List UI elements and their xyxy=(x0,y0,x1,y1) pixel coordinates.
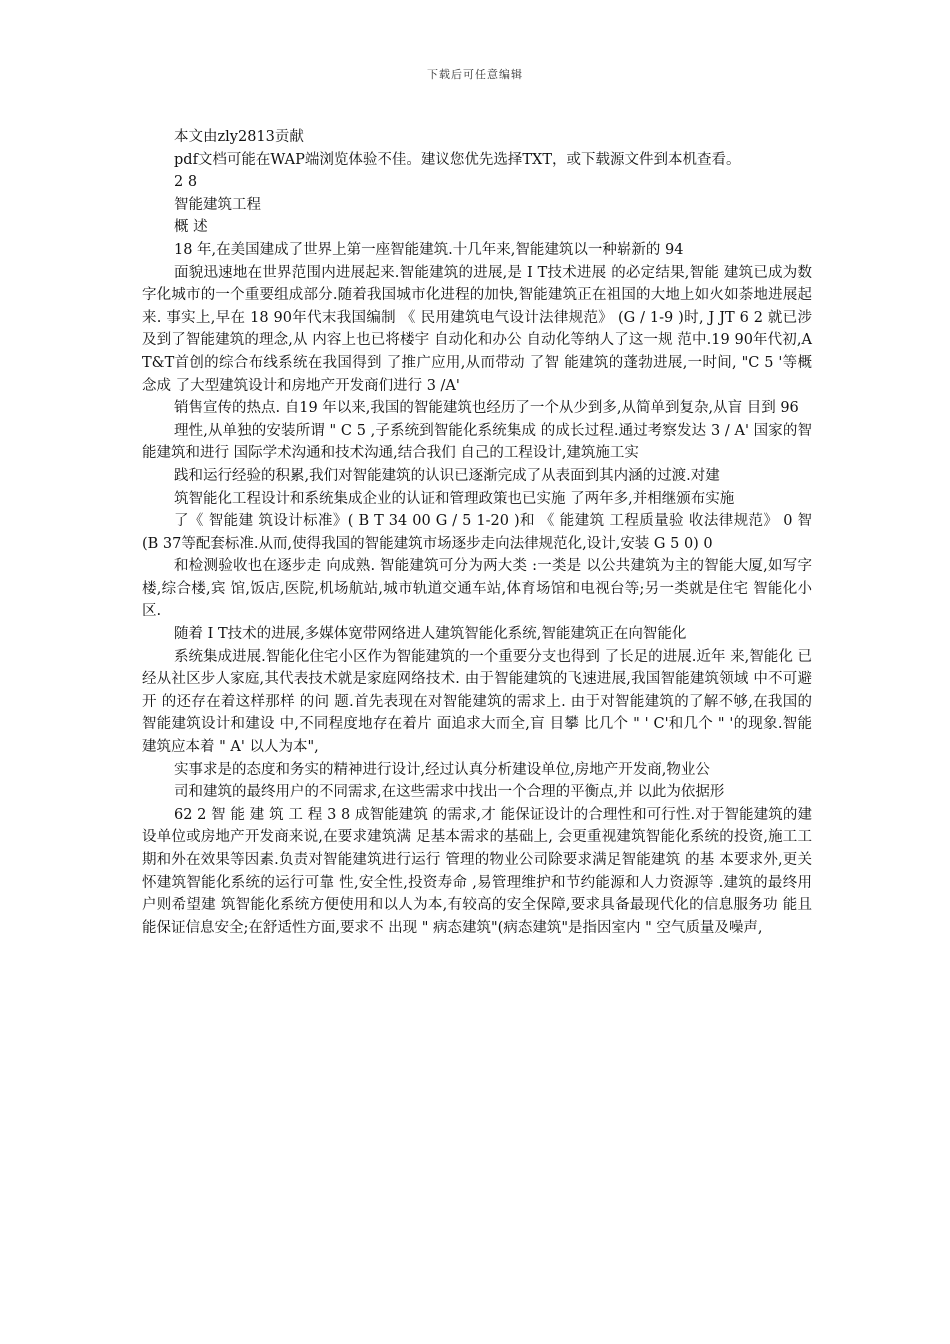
body-paragraph: 践和运行经验的积累,我们对智能建筑的认识已逐渐完成了从表面到其内涵的过渡.对建 xyxy=(174,467,720,484)
page-header: 下载后可任意编辑 xyxy=(427,68,523,81)
body-paragraph: 随着 I T技术的进展,多媒体宽带网络进人建筑智能化系统,智能建筑正在向智能化 xyxy=(174,626,687,643)
body-paragraph: 司和建筑的最终用户的不同需求,在这些需求中找出一个合理的平衡点,并 以此为依据形 xyxy=(174,784,725,801)
contributor-line: 本文由zly2813贡献 xyxy=(174,129,304,145)
pdf-notice: pdf文档可能在WAP端浏览体验不佳。建议您优先选择TXT，或下载源文件到本机查看。 xyxy=(174,151,741,168)
document-body xyxy=(142,126,812,939)
body-paragraph: 筑智能化工程设计和系统集成企业的认证和管理政策也已实施 了两年多,并相继颁布实施 xyxy=(174,490,735,507)
body-paragraph: 和检测验收也在逐步走 向成熟. 智能建筑可分为两大类 :一类是 以公共建筑为主的智能大厦,如写字楼,综合楼,宾 馆,饭店,医院,机场航站,城市轨道交通车站,体育场馆和电视台等;另一类就是住宅 智能化小区. xyxy=(142,558,812,620)
body-paragraph: 了《 智能建 筑设计标准》( B T 34 00 G / 5 1-20 )和 《 能建筑 工程质量验 收法律规范》 0 智 (B 37等配套标准.从而,使得我国的智能建筑市场逐步走向法律规范化,设计,安装 G 5 0) 0 xyxy=(142,513,812,552)
page-number-line: 2 8 xyxy=(174,174,198,191)
body-paragraph: 实事求是的态度和务实的精神进行设计,经过认真分析建设单位,房地产开发商,物业公 xyxy=(174,761,710,778)
body-paragraph: 销售宣传的热点. 自19 年以来,我国的智能建筑也经历了一个从少到多,从简单到复杂,从盲 目到 96 xyxy=(174,400,799,417)
body-paragraph: 面貌迅速地在世界范围内进展起来.智能建筑的进展,是 I T技术进展 的必定结果,智能 建筑已成为数字化城市的一个重要组成部分.随着我国城市化进程的加快,智能建筑正在祖国的大地上如火如荼地进展起来. 事实上,早在 18 90年代末我国编制 《 民用建筑电气设计法律规范》 (G / 1-9 )时, J JT 6 2 就已涉及到了智能建筑的理念,从 内容上也已将楼宇 自动化和办公 自动化等纳人了这一规 范中.19 90年代初,A T&T首创的综合布线系统在我国得到 了推广应用,从而带动 了智 能建筑的蓬勃进展,一时间, "C 5 '等概念成 了大型建筑设计和房地产开发商们进行 3 /A' xyxy=(142,264,812,394)
body-paragraph: 18 年,在美国建成了世界上第一座智能建筑.十几年来,智能建筑以一种崭新的 94 xyxy=(174,241,684,258)
body-paragraph: 理性,从单独的安装所谓 " C 5 ,子系统到智能化系统集成 的成长过程.通过考察发达 3 / A' 国家的智能建筑和进行 国际学术沟通和技术沟通,结合我们 自己的工程设计,建筑施工实 xyxy=(142,422,812,462)
body-paragraph: 系统集成进展.智能化住宅小区作为智能建筑的一个重要分支也得到 了长足的进展.近年 来,智能化 已经从社区步人家庭,其代表技术就是家庭网络技术. 由于智能建筑的飞速进展,我国智能建筑领域 中不可避开 的还存在着这样那样 的问 题.首先表现在对智能建筑的需求上. 由于对智能建筑的了解不够,在我国的智能建筑设计和建设 中,不同程度地存在着片 面追求大而全,盲 目攀 比几个 " ' C'和几个 " '的现象.智能建筑应本着 " A' 以人为本", xyxy=(142,648,812,756)
body-paragraph: 62 2 智 能 建 筑 工 程 3 8 成智能建筑 的需求,才 能保证设计的合理性和可行性.对于智能建筑的建设单位或房地产开发商来说,在要求建筑满 足基本需求的基础上, 会更重视建筑智能化系统的投资,施工工期和外在效果等因素.负责对智能建筑进行运行 管理的物业公司除要求满足智能建筑 的基 本要求外,更关怀建筑智能化系统的运行可靠 性,安全性,投资寿命 ,易管理维护和节约能源和人力资源等 .建筑的最终用户则希望建 筑智能化系统方便使用和以人为本,有较高的安全保障,要求具备最现代化的信息服务功 能且能保证信息安全;在舒适性方面,要求不 出现 " 病态建筑"(病态建筑"是指因室内 " 空气质量及噪声, xyxy=(142,806,812,936)
section-heading: 概 述 xyxy=(174,219,208,236)
document-title: 智能建筑工程 xyxy=(174,196,261,213)
